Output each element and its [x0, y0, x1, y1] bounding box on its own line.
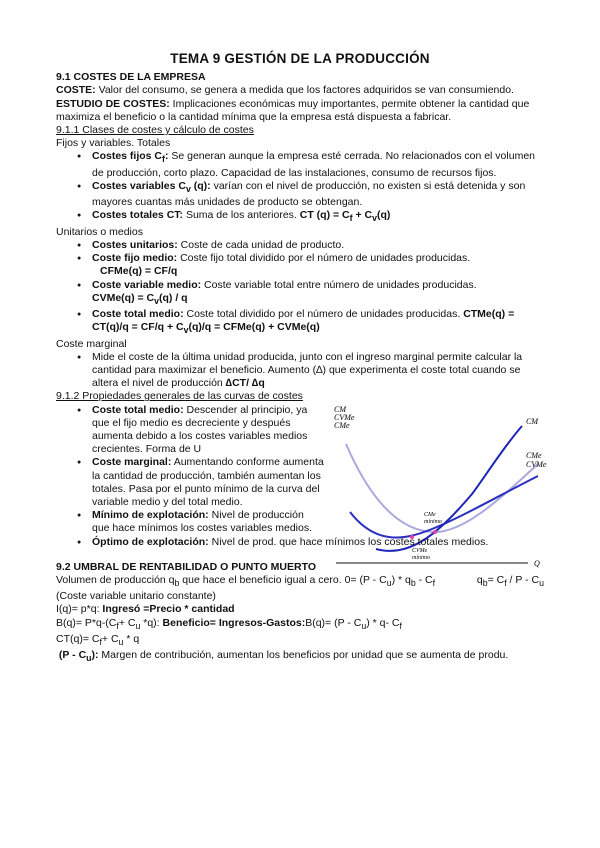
fixed-variable-list	[56, 150, 544, 225]
estudio-definition	[56, 98, 544, 124]
item-label: Coste variable medio:	[92, 278, 202, 291]
cm-curve	[376, 426, 522, 551]
umbral-line-1-left: Volumen de producción $q_b$ que hace el beneficio igual a cero. $0= (P - C_u) * q_b - C_f$	[56, 573, 436, 589]
estudio-text: Implicaciones económicas muy importantes, permite obtener la cantidad que maximiza el beneficio o la cantidad mínima que la empresa está dispuesta a fabricar.	[56, 97, 530, 123]
cme-min-label: CMe	[424, 511, 436, 518]
list-item-coste-marginal	[92, 351, 544, 391]
marginal-list	[56, 351, 544, 391]
list-item-coste-marginal-prop	[92, 456, 324, 509]
list-item-coste-fijo-medio	[92, 252, 544, 278]
item-text: Descender al principio, ya que el fijo medio es decreciente y después aumenta debido a los costes variables medios crecientes. Forma de U	[92, 403, 308, 456]
item-text: varían con el nivel de producción, no existen si está detenida y son mayores cuantas más unidades de producto se obtengan.	[92, 179, 526, 209]
item-text: Coste de cada unidad de producto.	[177, 238, 345, 251]
umbral-line-5: $CT(q)= C_f+ C_u * q$	[56, 632, 140, 648]
cvme-min-label: CVMe	[412, 547, 428, 554]
section-heading-9-2: 9.2 UMBRAL DE RENTABILIDAD O PUNTO MUERTO	[56, 560, 316, 573]
umbral-line-1	[56, 574, 544, 590]
cvme-min-sublabel: mínimo	[412, 554, 430, 561]
item-formula: ∆CT/ ∆q	[225, 377, 265, 390]
y-label-cvme: CVMe	[334, 412, 355, 422]
section-9-2	[56, 558, 544, 666]
cvme-label: CVMe	[526, 459, 547, 469]
item-label: Óptimo de explotación:	[92, 535, 209, 548]
item-text: Coste fijo total dividido por el número de unidades producidas.	[177, 252, 471, 265]
item-formula: CT $(q) = C_f + C_v(q)$	[299, 209, 391, 224]
section-heading-9-1: 9.1 COSTES DE LA EMPRESA	[56, 71, 206, 84]
marginal-intro: Coste marginal	[56, 337, 127, 350]
item-formula: CFMe(q) = CF/q	[100, 265, 178, 278]
y-label-cme: CMe	[334, 420, 350, 430]
list-item-costes-fijos	[92, 150, 544, 180]
umbral-line-4: $B(q)= P*q-(C_f+ C_u$ *q): Beneficio= Ingresos-Gastos:B(q)= $(P - C_u) * q-$ $C_f$	[56, 616, 402, 631]
optimo-list	[56, 536, 544, 549]
y-label-cm: CM	[334, 404, 346, 414]
fijos-variables-intro: Fijos y variables. Totales	[56, 137, 171, 150]
item-label-end: :	[164, 150, 169, 163]
item-label: Costes fijos C	[92, 150, 163, 163]
item-text: Aumentando conforme aumenta la cantidad de producción, también aumentan los totales. Pasa por el punto mínimo de la curva del variable medio y del total medio.	[92, 456, 324, 508]
item-label-sub: v	[185, 184, 191, 195]
item-label: Costes totales CT:	[92, 209, 184, 222]
item-label: Mínimo de explotación:	[92, 509, 209, 522]
item-formula: CVMe(q) = $C_v(q)$ / q	[92, 291, 188, 306]
coste-label: COSTE:	[56, 84, 96, 97]
list-item-costes-totales	[92, 209, 544, 225]
item-label: Coste total medio:	[92, 308, 184, 321]
item-text: Suma de los anteriores.	[183, 209, 300, 222]
item-text: Nivel de producción que hace mínimos los costes variables medios.	[92, 509, 313, 535]
cvme-curve	[350, 476, 538, 538]
coste-text: Valor del consumo, se genera a medida que los factores adquiridos se van consumiendo.	[95, 84, 514, 97]
item-text: Coste total dividido por el número de unidades producidas.	[183, 308, 464, 321]
curve-properties-list	[56, 404, 324, 536]
list-item-costes-unitarios	[92, 239, 544, 252]
item-text: Coste variable total entre número de unidades producidas.	[201, 278, 477, 291]
umbral-line-6: $(P - C_u)$: Margen de contribución, aumentan los beneficios por unidad que se aumenta de produ.	[58, 649, 509, 664]
cme-label: CMe	[526, 450, 542, 460]
unit-cost-list	[56, 239, 544, 338]
list-item-coste-total-medio-prop	[92, 404, 324, 457]
item-label: Coste total medio:	[92, 403, 184, 416]
list-item-coste-variable-medio	[92, 279, 544, 309]
list-item-minimo-explotacion	[92, 509, 324, 535]
estudio-label: ESTUDIO DE COSTES:	[56, 97, 170, 110]
section-heading-9-1-1: 9.1.1 Clases de costes y cálculo de costes	[56, 124, 254, 137]
section-heading-9-1-2: 9.1.2 Propiedades generales de las curvas de costes	[56, 390, 303, 403]
umbral-line-1-right: $q_b= C_f / P - C_u$	[476, 573, 544, 589]
item-label: Costes unitarios:	[92, 238, 178, 251]
x-label-q: Q	[534, 558, 540, 568]
item-label: Costes variables C	[92, 179, 186, 192]
item-label: Coste fijo medio:	[92, 252, 178, 265]
cme-min-point	[433, 530, 437, 534]
item-label-sub: f	[162, 154, 165, 165]
umbral-line-2: (Coste variable unitario constante)	[56, 590, 216, 603]
document-page	[56, 51, 547, 666]
list-item-costes-variables	[92, 180, 544, 210]
page-title: TEMA 9 GESTIÓN DE LA PRODUCCIÓN	[170, 51, 430, 66]
item-label: Coste marginal:	[92, 456, 172, 469]
unitarios-intro: Unitarios o medios	[56, 225, 143, 238]
umbral-line-3: I(q)= p*q: Ingresó =Precio * cantidad	[56, 603, 235, 616]
list-item-optimo-explotacion	[92, 536, 544, 549]
cm-label: CM	[526, 416, 538, 426]
item-text: Se generan aunque la empresa esté cerrada. No relacionados con el volumen de producción, corto plazo. Capacidad de las instalaciones, consumo de recursos fijos.	[92, 150, 535, 179]
list-item-coste-total-medio	[92, 308, 544, 338]
item-label-end: (q):	[190, 179, 211, 192]
item-text: Mide el coste de la última unidad producida, junto con el ingreso marginal permite calcular la cantidad para maximizar el beneficio. Aumento (∆) que experimenta el coste total cuando se altera el nivel de producción	[92, 350, 523, 390]
cme-curve	[346, 444, 538, 532]
cme-min-sublabel: mínimo	[424, 518, 442, 525]
coste-definition	[56, 84, 544, 97]
item-text: Nivel de prod. que hace mínimos los costes totales medios.	[208, 535, 489, 548]
item-formula: CTMe(q) = $CT(q)/q = CF/q + C_v(q)/q$ = CFMe(q) + CVMe(q)	[92, 308, 515, 336]
